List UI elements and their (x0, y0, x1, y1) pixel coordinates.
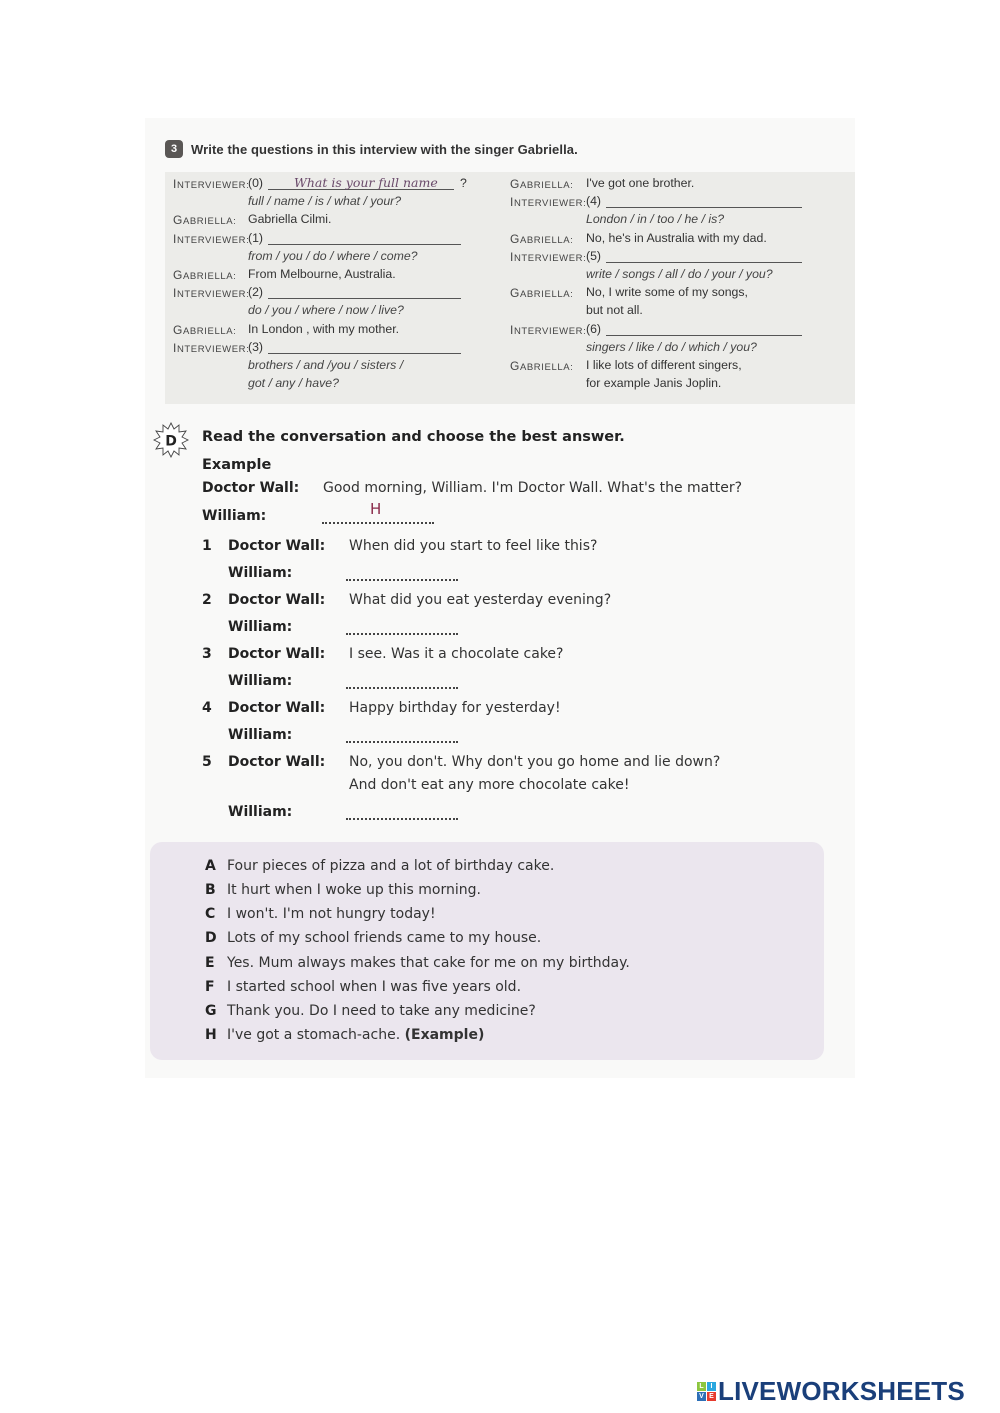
word-prompt: London / in / too / he / is? (586, 212, 725, 227)
exercise-3-header (165, 140, 578, 158)
speaker-label: INTERVIEWER: (173, 177, 250, 191)
william-label: William: (228, 673, 293, 689)
word-prompt: full / name / is / what / your? (248, 194, 402, 209)
speaker-label: INTERVIEWER: (510, 322, 587, 337)
doctor-text: What did you eat yesterday evening? (349, 592, 612, 608)
william-label: William: (228, 619, 293, 635)
answer-blank-4[interactable] (606, 194, 802, 208)
word-prompt: write / songs / all / do / your / you? (586, 266, 773, 281)
answer-field-5[interactable] (346, 808, 458, 820)
reply-text: From Melbourne, Australia. (248, 266, 396, 281)
doctor-text: Happy birthday for yesterday! (349, 700, 561, 716)
doctor-label: Doctor Wall: (228, 646, 326, 662)
doctor-label: Doctor Wall: (228, 700, 326, 716)
answer-blank-5[interactable] (606, 249, 802, 263)
speaker-label: INTERVIEWER: (510, 249, 587, 264)
reply-text: Gabriella Cilmi. (248, 212, 332, 227)
starburst-icon (153, 422, 189, 458)
reply-text: No, he's in Australia with my dad. (586, 230, 767, 245)
answer-field-3[interactable] (346, 677, 458, 689)
option-f: F I started school when I was five years old. (205, 979, 522, 995)
item-number: 5 (202, 754, 212, 770)
speaker-label: GABRIELLA: (510, 286, 574, 301)
word-prompt: singers / like / do / which / you? (586, 339, 757, 354)
answer-field-1[interactable] (346, 569, 458, 581)
speaker-label: INTERVIEWER: (173, 286, 250, 301)
option-g: G Thank you. Do I need to take any medicine? (205, 1003, 536, 1019)
interview-right-column (510, 176, 830, 394)
speaker-label: GABRIELLA: (173, 213, 237, 228)
doctor-text: No, you don't. Why don't you go home and lie down? (349, 754, 721, 770)
option-h: H I've got a stomach-ache. (Example) (205, 1027, 485, 1043)
answer-blank-0[interactable] (268, 176, 454, 190)
question-number: (2) (248, 285, 264, 300)
doctor-text: When did you start to feel like this? (349, 538, 598, 554)
william-label: William: (228, 565, 293, 581)
item-number: 3 (202, 646, 212, 662)
word-prompt: brothers / and /you / sisters / (248, 357, 404, 372)
liveworksheets-logo (697, 1376, 965, 1406)
doctor-text: Good morning, William. I'm Doctor Wall. What's the matter? (323, 480, 743, 496)
doctor-label: Doctor Wall: (228, 592, 326, 608)
question-mark: ? (460, 176, 467, 190)
word-prompt: got / any / have? (248, 376, 339, 391)
exercise-d-star-badge (153, 422, 189, 458)
reply-text: for example Janis Joplin. (586, 376, 722, 391)
answer-blank-2[interactable] (268, 285, 461, 299)
item-number: 4 (202, 700, 212, 716)
speaker-label: GABRIELLA: (173, 267, 237, 282)
speaker-label: INTERVIEWER: (173, 340, 250, 355)
william-label: William: (202, 508, 267, 524)
doctor-label: Doctor Wall: (228, 754, 326, 770)
speaker-label: GABRIELLA: (510, 231, 574, 246)
doctor-label: Doctor Wall: (228, 538, 326, 554)
example-note: (Example) (404, 1027, 485, 1043)
brand-name: LIVEWORKSHEETS (718, 1376, 965, 1406)
speaker-label: GABRIELLA: (173, 322, 237, 337)
speaker-label: GABRIELLA: (510, 177, 574, 191)
interview-left-column (173, 176, 483, 394)
item-number: 1 (202, 538, 212, 554)
answer-blank-6[interactable] (606, 322, 802, 336)
handwritten-answer: What is your full name (294, 175, 438, 190)
answer-field-2[interactable] (346, 623, 458, 635)
option-c: C I won't. I'm not hungry today! (205, 906, 436, 922)
doctor-text-continued: And don't eat any more chocolate cake! (349, 777, 630, 793)
interview-box (165, 172, 855, 404)
example-label: Example (202, 457, 272, 473)
answer-field-4[interactable] (346, 731, 458, 743)
option-b: B It hurt when I woke up this morning. (205, 882, 481, 898)
william-label: William: (228, 727, 293, 743)
question-number: (1) (248, 230, 264, 245)
item-number: 2 (202, 592, 212, 608)
answer-blank-3[interactable] (268, 340, 461, 354)
option-d: D Lots of my school friends came to my house. (205, 930, 542, 946)
speaker-label: GABRIELLA: (510, 358, 574, 373)
reply-text: No, I write some of my songs, (586, 285, 748, 300)
word-prompt: do / you / where / now / live? (248, 303, 404, 318)
word-prompt: from / you / do / where / come? (248, 248, 418, 263)
reply-text: I've got one brother. (586, 176, 695, 190)
william-label: William: (228, 804, 293, 820)
worksheet-scan (145, 118, 855, 1078)
exercise-3-title: Write the questions in this interview with the singer Gabriella. (191, 141, 578, 157)
exercise-d-title: Read the conversation and choose the best answer. (202, 429, 625, 445)
question-number: (5) (586, 248, 602, 263)
reply-text: In London , with my mother. (248, 321, 400, 336)
answer-options-box (150, 842, 824, 1060)
doctor-label: Doctor Wall: (202, 480, 300, 496)
example-answer-value: H (370, 500, 382, 518)
question-number: (3) (248, 339, 264, 354)
reply-text: I like lots of different singers, (586, 357, 742, 372)
live-blocks-icon: L I V E (697, 1382, 716, 1401)
question-number: (4) (586, 194, 602, 209)
doctor-text: I see. Was it a chocolate cake? (349, 646, 564, 662)
option-a: A Four pieces of pizza and a lot of birthday cake. (205, 858, 555, 874)
option-e: E Yes. Mum always makes that cake for me on my birthday. (205, 955, 630, 971)
svg-text:D: D (165, 433, 177, 450)
interview-line (173, 176, 483, 194)
speaker-label: INTERVIEWER: (173, 231, 250, 246)
question-number: (6) (586, 321, 602, 336)
answer-blank-1[interactable] (268, 231, 461, 245)
exercise-number-badge: 3 (165, 140, 183, 158)
speaker-label: INTERVIEWER: (510, 195, 587, 210)
reply-text: but not all. (586, 303, 643, 318)
question-number: (0) (248, 176, 264, 190)
